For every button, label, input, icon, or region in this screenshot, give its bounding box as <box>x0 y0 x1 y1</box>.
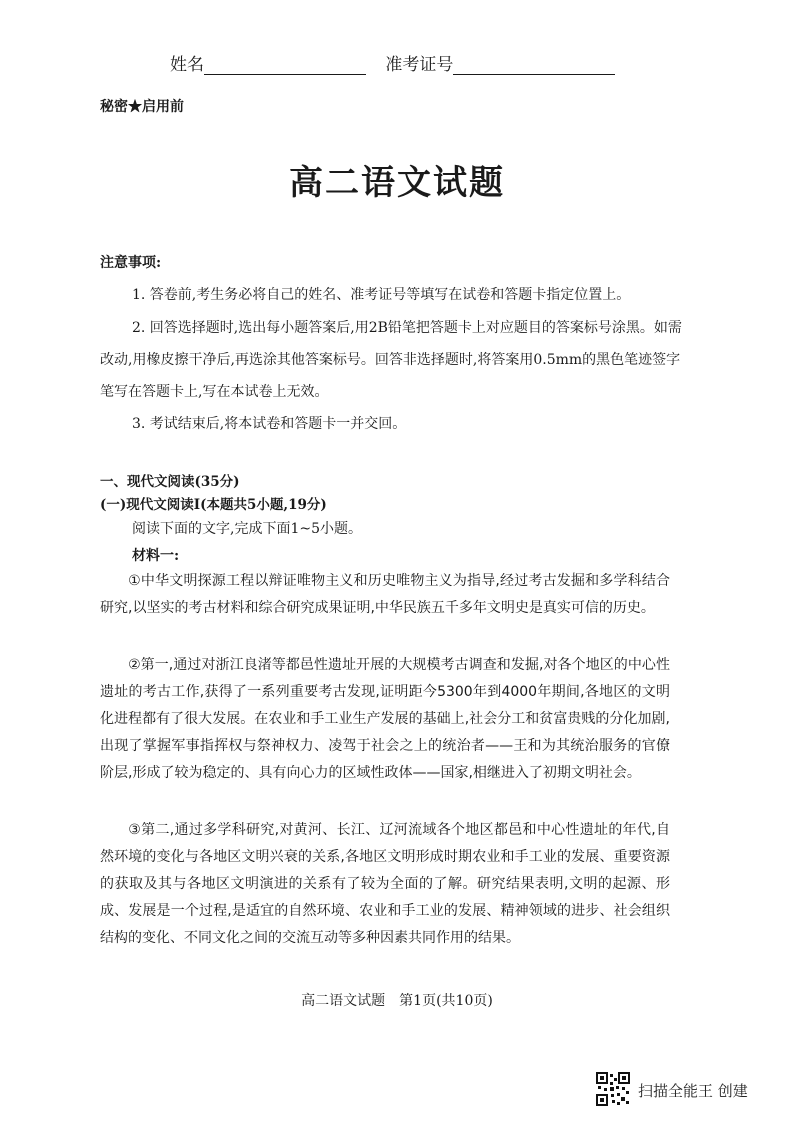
scanner-watermark: 扫描全能王 创建 <box>638 1082 748 1100</box>
material-label: 材料一: <box>132 548 180 564</box>
name-blank-line <box>204 56 366 75</box>
material-paragraph: ①中华文明探源工程以辩证唯物主义和历史唯物主义为指导,经过考古发掘和多学科结合研究,以坚实的考古材料和综合研究成果证明,中华民族五千多年文明史是真实可信的历史。 <box>100 573 670 616</box>
material-paragraph: ③第二,通过多学科研究,对黄河、长江、辽河流域各个地区都邑和中心性遗址的年代,自然环境的变化与各地区文明兴衰的关系,各地区文明形成时期农业和手工业的发展、重要资源的获取及其与各地区文明演进的关系有了较为全面的了解。研究结果表明,文明的起源、形成、发展是一个过程,是适宜的自然环境、农业和手工业的发展、精神领域的进步、社会组织结构的变化、不同文化之间的交流互动等多种因素共同作用的结果。 <box>100 822 670 946</box>
material-paragraph: ②第一,通过对浙江良渚等都邑性遗址开展的大规模考古调查和发掘,对各个地区的中心性遗址的考古工作,获得了一系列重要考古发现,证明距今5300年到4000年期间,各地区的文明化进程都有了很大发展。在农业和手工业生产发展的基础上,社会分工和贫富贵贱的分化加剧,出现了掌握军事指挥权与祭神权力、凌驾于社会之上的统治者——王和为其统治服务的官僚阶层,形成了较为稳定的、具有向心力的区域性政体——国家,相继进入了初期文明社会。 <box>100 657 670 781</box>
name-label: 姓名 <box>170 55 204 75</box>
note-item: 1. 答卷前,考生务必将自己的姓名、准考证号等填写在试卷和答题卡指定位置上。 <box>132 287 631 303</box>
candidate-info-bar <box>170 50 615 75</box>
reading-instruction: 阅读下面的文字,完成下面1~5小题。 <box>132 521 362 537</box>
exam-id-blank-line <box>453 56 615 75</box>
qr-code-icon <box>596 1072 630 1106</box>
note-item: 3. 考试结束后,将本试卷和答题卡一并交回。 <box>132 416 407 432</box>
section-heading: 一、现代文阅读(35分) <box>100 474 240 490</box>
notes-heading: 注意事项: <box>100 255 162 271</box>
secret-mark: 秘密★启用前 <box>100 99 184 115</box>
page-title: 高二语文试题 <box>289 163 505 203</box>
page-footer: 高二语文试题 第1页(共10页) <box>301 993 493 1009</box>
exam-id-label: 准考证号 <box>385 55 454 75</box>
subsection-heading: (一)现代文阅读Ⅰ(本题共5小题,19分) <box>100 497 327 513</box>
note-item: 2. 回答选择题时,选出每小题答案后,用2B铅笔把答题卡上对应题目的答案标号涂黑。如需改动,用橡皮擦干净后,再选涂其他答案标号。回答非选择题时,将答案用0.5mm的黑色笔迹签字笔写在答题卡上,写在本试卷上无效。 <box>100 320 682 400</box>
